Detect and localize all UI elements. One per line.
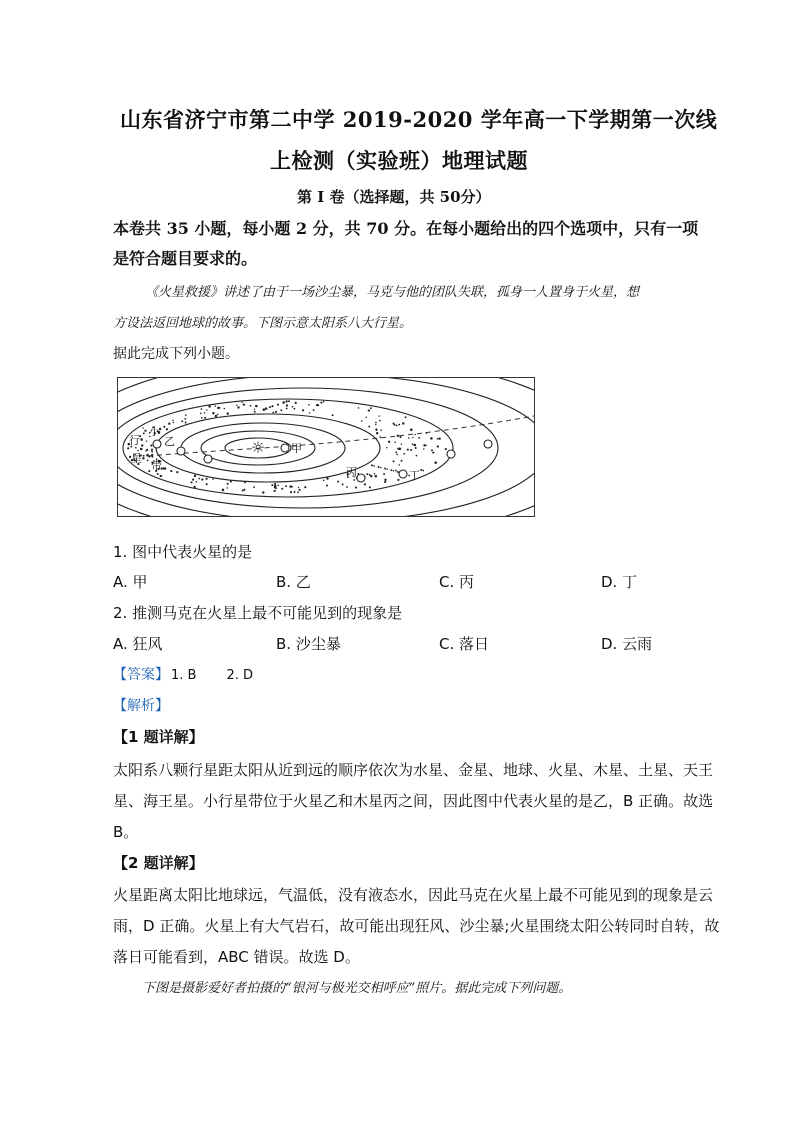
asteroid-dot	[361, 420, 363, 422]
question-2-stem: 2. 推测马克在火星上最不可能见到的现象是	[113, 604, 403, 622]
asteroid-dot	[434, 461, 437, 464]
label-xiao: 小	[149, 425, 160, 438]
asteroid-dot	[375, 424, 376, 425]
asteroid-dot	[145, 450, 146, 451]
asteroid-dot	[227, 483, 229, 485]
label-dai: 带	[151, 459, 162, 472]
asteroid-dot	[281, 488, 283, 490]
asteroid-dot	[142, 457, 144, 459]
asteroid-dot	[308, 404, 310, 406]
asteroid-dot	[407, 449, 409, 451]
asteroid-dot	[227, 412, 229, 414]
asteroid-dot	[272, 412, 274, 414]
passage1-line2: 方设法返回地球的故事。下图示意太阳系八大行星。	[113, 316, 413, 331]
asteroid-dot	[140, 448, 142, 450]
planet-yi	[177, 447, 185, 455]
asteroid-dot	[402, 422, 404, 424]
asteroid-dot	[323, 480, 325, 482]
asteroid-dot	[365, 416, 367, 418]
asteroid-dot	[206, 409, 207, 410]
asteroid-dot	[254, 409, 255, 410]
asteroid-dot	[172, 420, 173, 421]
orbit-6	[118, 388, 498, 508]
asteroid-dot	[135, 447, 137, 449]
q2-detail-line2: 雨，D 正确。火星上有大气岩石，故可能出现狂风、沙尘暴;火星围绕太阳公转同时自转，故	[113, 917, 720, 935]
asteroid-dot	[320, 402, 322, 404]
doc-title-line1: 山东省济宁市第二中学 2019-2020 学年高一下学期第一次线	[120, 107, 718, 132]
asteroid-dot	[297, 491, 299, 493]
asteroid-dot	[422, 470, 424, 472]
asteroid-dot	[277, 404, 279, 406]
asteroid-dot	[376, 432, 378, 434]
planet-jia	[281, 444, 289, 452]
asteroid-dot	[273, 490, 275, 492]
doc-title-line2: 上检测（实验班）地理试题	[270, 148, 528, 173]
label-ding: 丁	[409, 469, 420, 482]
asteroid-dot	[241, 402, 242, 403]
asteroid-dot	[408, 437, 410, 439]
asteroid-dot	[217, 407, 220, 410]
label-xing-row: 行	[129, 434, 140, 447]
asteroid-dot	[342, 484, 344, 486]
asteroid-dot	[400, 436, 402, 438]
asteroid-dot	[168, 423, 170, 425]
asteroid-dot	[143, 432, 145, 434]
passage1-line1: 《火星救援》讲述了由于一场沙尘暴，马克与他的团队失联，孤身一人置身于火星，想	[145, 285, 640, 300]
q1-detail-line3: B。	[113, 823, 139, 841]
asteroid-dot	[316, 404, 318, 406]
asteroid-dot	[163, 467, 165, 469]
asteroid-dot	[194, 486, 196, 488]
asteroid-dot	[438, 437, 440, 439]
asteroid-dot	[394, 441, 396, 443]
asteroid-dot	[142, 427, 143, 428]
asteroid-dot	[414, 434, 416, 436]
asteroid-dot	[295, 402, 297, 404]
asteroid-dot	[433, 452, 434, 453]
asteroid-dot	[375, 475, 378, 478]
asteroid-dot	[196, 481, 198, 483]
asteroid-dot	[298, 487, 299, 488]
asteroid-dot	[395, 470, 397, 472]
asteroid-dot	[230, 480, 232, 482]
asteroid-dot	[353, 479, 355, 481]
asteroid-dot	[285, 400, 287, 402]
asteroid-dot	[346, 486, 348, 488]
asteroid-dot	[250, 405, 252, 407]
asteroid-dot	[401, 443, 402, 444]
asteroid-dot	[277, 485, 279, 487]
section-intro-line2: 是符合题目要求的。	[113, 249, 258, 268]
asteroid-dot	[302, 409, 304, 411]
asteroid-dot	[395, 451, 397, 453]
asteroid-dot	[396, 453, 398, 455]
solar-system-diagram	[117, 377, 535, 517]
asteroid-dot	[222, 489, 225, 492]
asteroid-dot	[146, 440, 147, 441]
asteroid-dot	[166, 428, 168, 430]
asteroid-dot	[271, 484, 273, 486]
asteroid-dot	[263, 408, 266, 411]
asteroid-dot	[430, 437, 433, 440]
asteroid-dot	[269, 406, 271, 408]
asteroid-dot	[144, 430, 146, 432]
asteroid-dot	[392, 422, 394, 424]
asteroid-dot	[379, 436, 381, 438]
asteroid-dot	[176, 471, 178, 473]
asteroid-dot	[415, 447, 417, 449]
sun-icon: ☼	[250, 438, 266, 457]
asteroid-dot	[205, 478, 207, 480]
q1-option-d: D. 丁	[601, 573, 638, 591]
asteroid-dot	[214, 405, 216, 407]
asteroid-dot	[412, 437, 413, 438]
asteroid-dot	[201, 478, 203, 480]
planet-right-2	[484, 440, 492, 448]
q2-option-c: C. 落日	[439, 635, 490, 653]
asteroid-dot	[198, 478, 200, 480]
asteroid-dot	[405, 416, 407, 418]
asteroid-dot	[379, 415, 380, 416]
asteroid-dot	[396, 425, 398, 427]
asteroid-dot	[288, 400, 290, 402]
asteroid-dot	[160, 475, 162, 477]
asteroid-dot	[185, 414, 187, 416]
asteroid-dot	[425, 445, 427, 447]
asteroid-dot	[163, 426, 165, 428]
asteroid-dot	[280, 409, 282, 411]
asteroid-dot	[368, 426, 370, 428]
asteroid-dot	[384, 468, 386, 470]
asteroid-dot	[286, 404, 288, 406]
asteroid-dot	[380, 467, 382, 469]
asteroid-dot	[204, 412, 206, 414]
asteroid-dot	[397, 471, 399, 473]
asteroid-dot	[204, 417, 206, 419]
asteroid-dot	[286, 408, 288, 410]
asteroid-dot	[326, 477, 328, 479]
asteroid-dot	[390, 469, 392, 471]
asteroid-dot	[397, 435, 399, 437]
section-heading: 第 I 卷（选择题，共 50分）	[297, 188, 491, 206]
asteroid-dot	[332, 414, 334, 416]
asteroid-dot	[201, 417, 203, 419]
asteroid-dot	[194, 475, 196, 477]
analysis-tag: 【解析】	[113, 698, 169, 714]
answer-row	[113, 664, 253, 684]
asteroid-dot	[243, 489, 245, 491]
asteroid-dot	[147, 460, 149, 462]
asteroid-dot	[364, 483, 366, 485]
planet-bing	[357, 474, 365, 482]
asteroid-dot	[386, 447, 387, 448]
asteroid-dot	[368, 409, 370, 411]
asteroid-dot	[326, 485, 328, 487]
asteroid-dot	[423, 448, 425, 450]
asteroid-dot	[410, 428, 413, 431]
asteroid-dot	[431, 449, 433, 451]
asteroid-dot	[420, 469, 422, 471]
q2-option-b: B. 沙尘暴	[276, 635, 341, 653]
solar-system-svg	[118, 378, 534, 516]
asteroid-dot	[386, 468, 388, 470]
asteroid-dot	[212, 478, 213, 479]
asteroid-dot	[192, 479, 194, 481]
asteroid-dot	[418, 437, 420, 439]
asteroid-dot	[285, 485, 287, 487]
asteroid-dot	[371, 464, 373, 466]
q2-detail-tag: 【2 题详解】	[113, 854, 204, 872]
asteroid-dot	[157, 473, 159, 475]
asteroid-dot	[173, 422, 175, 424]
asteroid-dot	[200, 412, 202, 414]
asteroid-dot	[384, 479, 386, 481]
asteroid-dot	[244, 481, 246, 483]
asteroid-dot	[401, 460, 403, 462]
asteroid-dot	[253, 486, 255, 488]
asteroid-dot	[265, 407, 268, 410]
planet-right-1	[447, 450, 455, 458]
asteroid-dot	[191, 481, 193, 483]
asteroid-dot	[414, 444, 417, 447]
asteroid-dot	[366, 473, 368, 475]
asteroid-dot	[403, 453, 405, 455]
asteroid-dot	[237, 406, 239, 408]
label-xing-star: 星	[131, 452, 142, 465]
q1-option-b: B. 乙	[276, 573, 311, 591]
asteroid-dot	[416, 455, 418, 457]
asteroid-dot	[262, 491, 264, 493]
asteroid-dot	[243, 403, 245, 405]
asteroid-dot	[399, 448, 402, 451]
asteroid-dot	[290, 491, 292, 493]
asteroid-dot	[379, 420, 381, 422]
asteroid-dot	[299, 489, 301, 491]
section-intro-line1: 本卷共 35 小题，每小题 2 分，共 70 分。在每小题给出的四个选项中，只有一项	[113, 219, 699, 238]
asteroid-dot	[445, 448, 447, 450]
asteroid-dot	[150, 445, 152, 447]
asteroid-dot	[337, 481, 339, 483]
label-bing: 丙	[346, 466, 357, 479]
asteroid-dot	[274, 486, 277, 489]
asteroid-dot	[127, 447, 129, 449]
asteroid-dot	[217, 414, 219, 416]
q2-detail-line3: 落日可能看到，ABC 错误。故选 D。	[113, 948, 360, 966]
answer-2: 2. D	[226, 668, 254, 683]
asteroid-dot	[271, 405, 273, 407]
asteroid-dot	[375, 422, 377, 424]
asteroid-dot	[293, 408, 295, 410]
asteroid-dot	[185, 422, 187, 424]
asteroid-dot	[309, 412, 311, 414]
asteroid-dot	[226, 487, 227, 488]
asteroid-dot	[398, 424, 400, 426]
asteroid-dot	[294, 492, 296, 494]
asteroid-dot	[291, 486, 293, 488]
asteroid-dot	[254, 411, 256, 413]
asteroid-dot	[397, 479, 399, 481]
asteroid-dot	[380, 429, 382, 431]
asteroid-dot	[378, 466, 380, 468]
asteroid-dot	[383, 473, 385, 475]
asteroid-dot	[181, 420, 183, 422]
answer-1: 1. B	[171, 668, 197, 683]
q1-option-a: A. 甲	[113, 573, 148, 591]
planet-outer-left	[153, 440, 161, 448]
asteroid-dot	[140, 438, 143, 441]
asteroid-dot	[393, 470, 394, 471]
asteroid-dot	[398, 464, 400, 466]
asteroid-dot	[236, 405, 238, 407]
asteroid-dot	[388, 441, 390, 443]
asteroid-dot	[224, 408, 225, 409]
asteroid-dot	[393, 460, 395, 462]
asteroid-dot	[374, 473, 376, 475]
asteroid-dot	[373, 465, 375, 467]
q1-detail-line1: 太阳系八颗行星距太阳从近到远的顺序依次为水星、金星、地球、火星、木星、土星、天王	[113, 761, 714, 779]
q1-option-c: C. 丙	[439, 573, 475, 591]
asteroid-dot	[206, 483, 208, 485]
asteroid-dot	[143, 455, 145, 457]
asteroid-dot	[437, 445, 439, 447]
asteroid-dot	[292, 406, 294, 408]
asteroid-dot	[412, 443, 414, 445]
asteroid-dot	[358, 407, 360, 409]
asteroid-dot	[141, 444, 143, 446]
asteroid-dot	[375, 428, 377, 430]
asteroid-dot	[215, 415, 217, 417]
asteroid-dot	[201, 408, 203, 410]
asteroid-dot	[369, 474, 371, 476]
asteroid-dot	[208, 405, 210, 407]
asteroid-dot	[313, 409, 315, 411]
asteroid-dot	[151, 451, 153, 453]
question-1-stem: 1. 图中代表火星的是	[113, 543, 253, 561]
q2-option-d: D. 云雨	[601, 635, 653, 653]
answer-tag: 【答案】	[113, 667, 169, 683]
asteroid-dot	[283, 401, 285, 403]
asteroid-dot	[370, 407, 372, 409]
planet-yi-earth	[204, 455, 212, 463]
asteroid-dot	[323, 401, 325, 403]
q1-detail-line2: 星、海王星。小行星带位于火星乙和木星丙之间，因此图中代表火星的是乙，B 正确。故选	[113, 792, 714, 810]
label-yi: 乙	[164, 435, 175, 448]
label-jia: 甲	[291, 442, 302, 455]
asteroid-dot	[437, 438, 439, 440]
asteroid-dot	[184, 418, 186, 420]
asteroid-dot	[384, 481, 386, 483]
q1-detail-tag: 【1 题详解】	[113, 728, 204, 746]
asteroid-dot	[255, 405, 258, 408]
asteroid-dot	[212, 412, 214, 414]
asteroid-dot	[369, 486, 371, 488]
asteroid-dot	[304, 486, 306, 488]
asteroid-dot	[355, 487, 357, 489]
asteroid-dot	[275, 411, 277, 413]
passage1-instruction: 据此完成下列小题。	[113, 346, 239, 362]
passage2-line1: 下图是摄影爱好者拍摄的“银河与极光交相呼应”照片。据此完成下列问题。	[142, 981, 572, 996]
planet-ding	[399, 470, 407, 478]
asteroid-dot	[410, 449, 412, 451]
q2-option-a: A. 狂风	[113, 635, 163, 653]
asteroid-dot	[170, 470, 172, 472]
q2-detail-line1: 火星距离太阳比地球远，气温低，没有液态水，因此马克在火星上最不可能见到的现象是云	[113, 886, 714, 904]
